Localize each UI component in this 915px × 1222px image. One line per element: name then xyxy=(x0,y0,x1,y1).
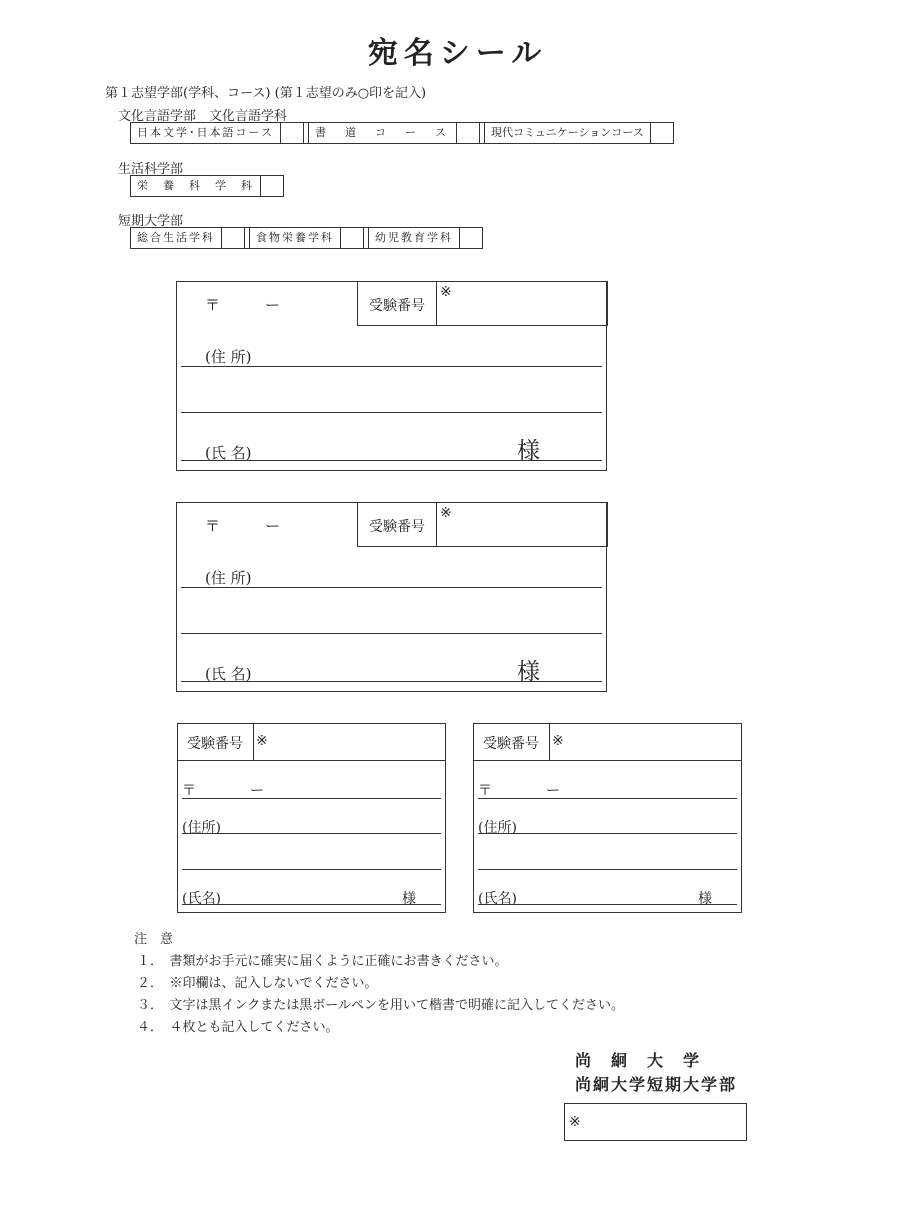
checkbox-japanese-literature[interactable] xyxy=(281,123,304,143)
address-label: (住所) xyxy=(478,820,517,836)
note-item-1: １． 書類がお手元に確実に届くように正確にお書きください。 xyxy=(137,954,508,969)
option-early-childhood: 幼児教育学科 xyxy=(369,228,460,248)
address-label-large-2 xyxy=(176,502,607,692)
name-label: (氏 名) xyxy=(205,444,252,462)
note-item-2: ２． ※印欄は、記入しないでください。 xyxy=(137,976,378,991)
address-line-1[interactable] xyxy=(181,366,602,367)
name-line[interactable] xyxy=(181,681,602,682)
sama-honorific: 様 xyxy=(517,438,540,464)
option-japanese-literature: 日本文学･日本語コース xyxy=(131,123,281,143)
exam-number-label: 受験番号 xyxy=(369,298,425,314)
sama-honorific: 様 xyxy=(402,891,416,907)
postal-dash: ー xyxy=(546,783,560,799)
address-line-2[interactable] xyxy=(181,412,602,413)
first-choice-heading: 第１志望学部(学科、コース) (第１志望のみ○印を記入) xyxy=(105,86,427,101)
junior-college-name: 尚絅大学短期大学部 xyxy=(575,1075,738,1094)
postal-mark-icon: 〒 xyxy=(205,296,221,314)
faculty3-options xyxy=(130,227,483,249)
faculty-life-science: 生活科学部 xyxy=(118,162,184,177)
checkbox-food-nutrition[interactable] xyxy=(341,228,364,248)
exam-number-box xyxy=(357,502,608,547)
exam-number-label: 受験番号 xyxy=(369,519,425,535)
university-name: 尚 絅 大 学 xyxy=(575,1051,702,1070)
postal-line[interactable] xyxy=(182,798,441,799)
checkbox-modern-communication[interactable] xyxy=(651,123,673,143)
name-line[interactable] xyxy=(478,904,737,905)
postal-dash: ー xyxy=(265,296,281,314)
postal-dash: ー xyxy=(250,783,264,799)
note-item-4: ４． ４枚とも記入してください。 xyxy=(137,1020,339,1035)
kome-mark: ※ xyxy=(440,505,452,521)
postal-mark-icon: 〒 xyxy=(478,783,492,799)
checkbox-calligraphy[interactable] xyxy=(457,123,480,143)
faculty-junior-college: 短期大学部 xyxy=(118,214,184,229)
exam-number-label: 受験番号 xyxy=(483,736,539,752)
exam-number-label-cell xyxy=(474,724,550,760)
note-item-3: ３． 文字は黒インクまたは黒ボールペンを用いて楷書で明確に記入してください。 xyxy=(137,998,624,1013)
sama-honorific: 様 xyxy=(517,659,540,685)
name-label: (氏名) xyxy=(478,891,517,907)
option-general-life: 総合生活学科 xyxy=(131,228,222,248)
postal-dash: ー xyxy=(265,517,281,535)
faculty1-options xyxy=(130,122,674,144)
exam-number-label-cell xyxy=(358,282,437,325)
faculty-culture-language: 文化言語学部 文化言語学科 xyxy=(118,109,288,124)
page-title: 宛名シール xyxy=(367,36,548,71)
header-divider xyxy=(178,760,445,761)
checkbox-early-childhood[interactable] xyxy=(460,228,482,248)
checkbox-general-life[interactable] xyxy=(222,228,245,248)
notes-heading: 注 意 xyxy=(134,932,174,947)
option-food-nutrition: 食物栄養学科 xyxy=(250,228,341,248)
postal-mark-icon: 〒 xyxy=(182,783,196,799)
address-label: (住 所) xyxy=(205,348,252,366)
name-label: (氏名) xyxy=(182,891,221,907)
postal-mark-icon: 〒 xyxy=(205,517,221,535)
checkbox-nutrition[interactable] xyxy=(261,176,283,196)
address-label: (住所) xyxy=(182,820,221,836)
option-nutrition: 栄 養 科 学 科 xyxy=(131,176,261,196)
kome-mark: ※ xyxy=(569,1114,581,1130)
exam-number-label-cell xyxy=(358,503,437,546)
sama-honorific: 様 xyxy=(698,891,712,907)
exam-number-label: 受験番号 xyxy=(187,736,243,752)
name-line[interactable] xyxy=(181,460,602,461)
kome-mark: ※ xyxy=(440,284,452,300)
name-line[interactable] xyxy=(182,904,441,905)
address-label: (住 所) xyxy=(205,569,252,587)
office-use-box xyxy=(564,1103,747,1141)
address-label-large-1 xyxy=(176,281,607,471)
header-divider xyxy=(474,760,741,761)
address-line-2[interactable] xyxy=(182,869,441,870)
address-line-2[interactable] xyxy=(181,633,602,634)
address-line-2[interactable] xyxy=(478,869,737,870)
faculty2-options xyxy=(130,175,284,197)
kome-mark: ※ xyxy=(256,733,268,749)
option-calligraphy: 書 道 コ ー ス xyxy=(309,123,457,143)
kome-mark: ※ xyxy=(552,733,564,749)
postal-line[interactable] xyxy=(478,798,737,799)
name-label: (氏 名) xyxy=(205,665,252,683)
address-line-1[interactable] xyxy=(478,833,737,834)
exam-number-label-cell xyxy=(178,724,254,760)
exam-number-box xyxy=(357,281,608,326)
address-line-1[interactable] xyxy=(182,833,441,834)
address-label-small-1 xyxy=(177,723,446,913)
address-line-1[interactable] xyxy=(181,587,602,588)
address-label-small-2 xyxy=(473,723,742,913)
option-modern-communication: 現代コミュニケーションコース xyxy=(485,123,651,143)
